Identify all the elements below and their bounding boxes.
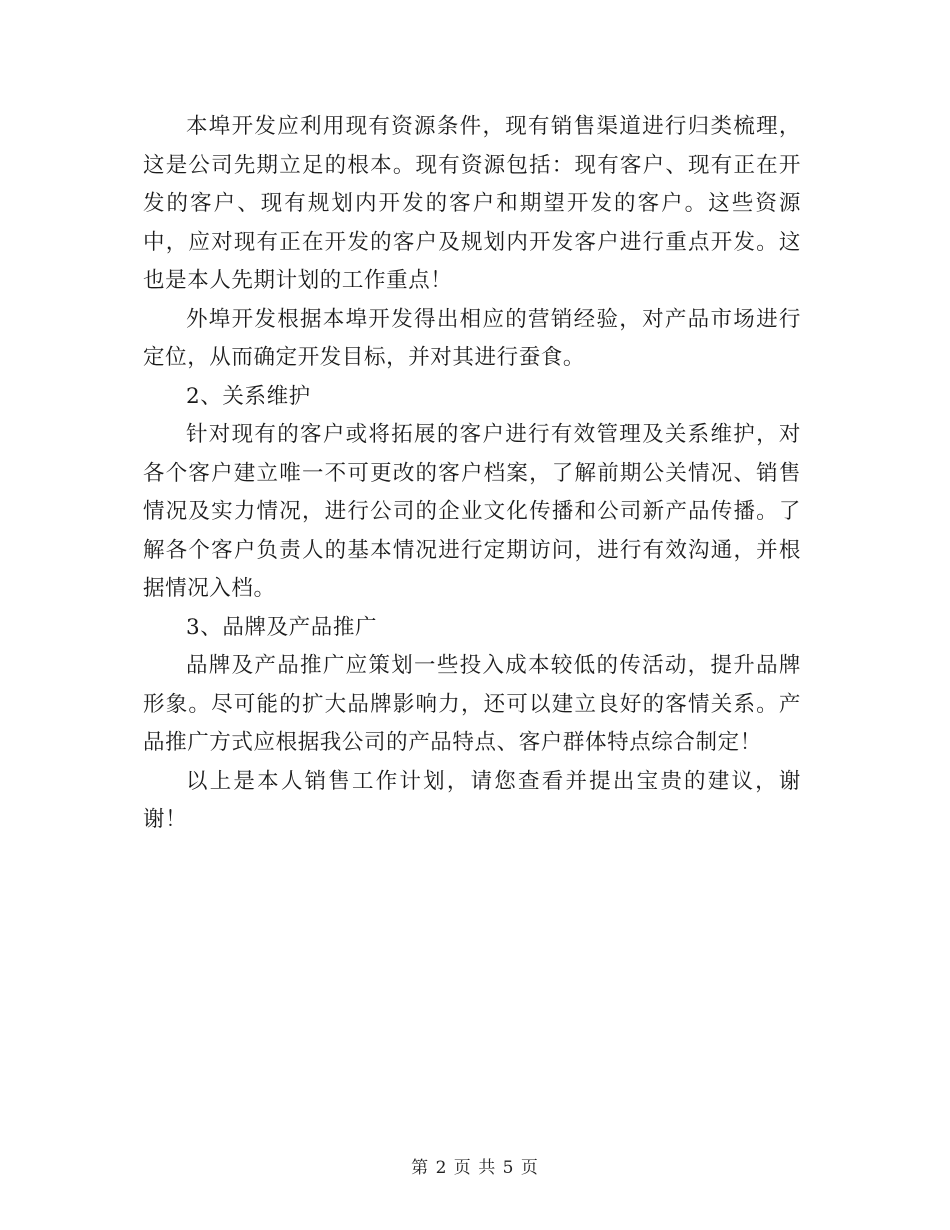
- paragraph-brand-promotion: 品牌及产品推广应策划一些投入成本较低的传活动，提升品牌形象。尽可能的扩大品牌影响力，还可以建立良好的客情关系。产品推广方式应根据我公司的产品特点、客户群体特点综合制定！: [143, 653, 801, 755]
- paragraph-relationship-maintenance: 针对现有的客户或将拓展的客户进行有效管理及关系维护，对各个客户建立唯一不可更改的客户档案，了解前期公关情况、销售情况及实力情况，进行公司的企业文化传播和公司新产品传播。了解各个客户负责人的基本情况进行定期访问，进行有效沟通，并根据情况入档。: [143, 422, 801, 601]
- paragraph-external-development: 外埠开发根据本埠开发得出相应的营销经验，对产品市场进行定位，从而确定开发目标，并对其进行蚕食。: [143, 306, 801, 370]
- paragraph-local-development: 本埠开发应利用现有资源条件，现有销售渠道进行归类梳理，这是公司先期立足的根本。现有资源包括：现有客户、现有正在开发的客户、现有规划内开发的客户和期望开发的客户。这些资源中，应对现有正在开发的客户及规划内开发客户进行重点开发。这也是本人先期计划的工作重点！: [143, 114, 801, 293]
- section-heading-brand-promotion: 3、品牌及产品推广: [186, 614, 378, 640]
- page-number-footer: 第 2 页 共 5 页: [411, 1158, 539, 1178]
- document-body: [143, 108, 801, 840]
- section-heading-relationship-maintenance: 2、关系维护: [186, 383, 311, 409]
- paragraph-closing: 以上是本人销售工作计划，请您查看并提出宝贵的建议，谢谢！: [143, 768, 801, 832]
